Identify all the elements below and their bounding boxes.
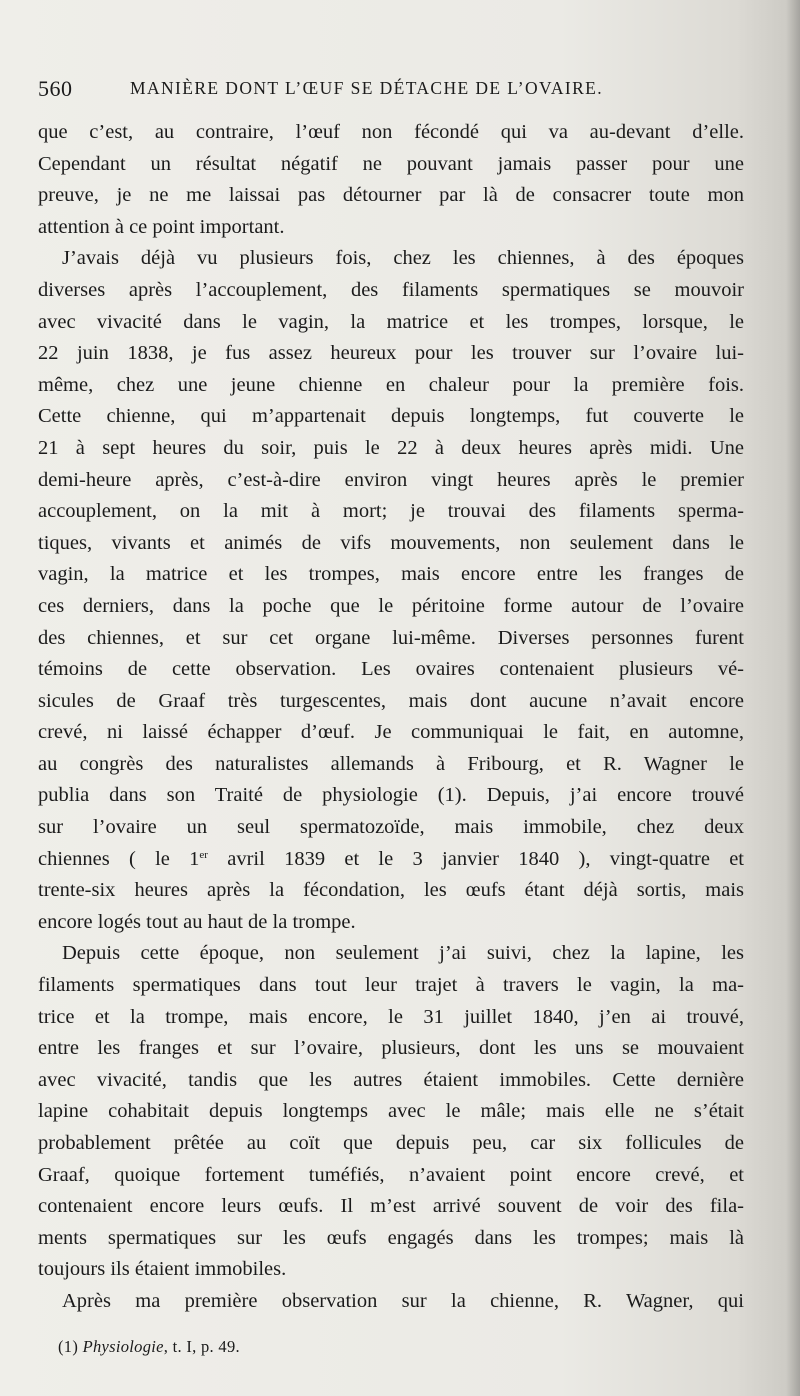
text-line: attention à ce point important. (38, 215, 285, 238)
running-head: MANIÈRE DONT L’ŒUF SE DÉTACHE DE L’OVAIRE. (130, 78, 604, 98)
text-line: trente-six heures après la fécondation, les œufs étant déjà sortis, mais (38, 879, 744, 902)
text-line: Depuis cette époque, non seulement j’ai suivi, chez la lapine, les (62, 942, 744, 965)
text-line: sicules de Graaf très turgescentes, mais dont aucune n’avait encore (38, 689, 744, 712)
text-line: lapine cohabitait depuis longtemps avec le mâle; mais elle ne s’était (38, 1100, 744, 1123)
text-line: témoins de cette observation. Les ovaires contenaient plusieurs vé- (38, 658, 744, 681)
text-line: filaments spermatiques dans tout leur trajet à travers le vagin, la ma- (38, 974, 744, 997)
text-line: J’avais déjà vu plusieurs fois, chez les chiennes, à des époques (62, 247, 744, 270)
text-line: encore logés tout au haut de la trompe. (38, 910, 356, 933)
text-line: trice et la trompe, mais encore, le 31 juillet 1840, j’en ai trouvé, (38, 1005, 744, 1028)
line-part: chiennes ( le 1 (38, 847, 200, 870)
text-line: même, chez une jeune chienne en chaleur pour la première fois. (38, 373, 744, 396)
text-line: Après ma première observation sur la chienne, R. Wagner, qui (62, 1289, 744, 1312)
text-line: tiques, vivants et animés de vifs mouvements, non seulement dans le (38, 531, 744, 554)
text-line: avec vivacité dans le vagin, la matrice et les trompes, lorsque, le (38, 310, 744, 333)
text-line: diverses après l’accouplement, des filaments spermatiques se mouvoir (38, 278, 744, 301)
line-part: avril 1839 et le 3 janvier 1840 ), vingt-quatre et (207, 847, 744, 870)
text-line: des chiennes, et sur cet organe lui-même. Diverses personnes furent (38, 626, 744, 649)
page-number: 560 (38, 76, 73, 101)
text-line: entre les franges et sur l’ovaire, plusieurs, dont les uns se mouvaient (38, 1037, 744, 1060)
text-line: demi-heure après, c’est-à-dire environ vingt heures après le premier (38, 468, 744, 491)
text-line: Cette chienne, qui m’appartenait depuis longtemps, fut couverte le (38, 405, 744, 428)
footnote (58, 1337, 240, 1357)
text-line: sur l’ovaire un seul spermatozoïde, mais immobile, chez deux (38, 816, 744, 839)
footnote-marker: (1) (58, 1337, 79, 1356)
text-line: ces derniers, dans la poche que le péritoine forme autour de l’ovaire (38, 594, 744, 617)
text-line: 22 juin 1838, je fus assez heureux pour les trouver sur l’ovaire lui- (38, 342, 744, 365)
page-header (38, 76, 758, 106)
text-line: que c’est, au contraire, l’œuf non fécondé qui va au-devant d’elle. (38, 121, 744, 143)
text-line: preuve, je ne me laissai pas détourner par là de consacrer toute mon (38, 184, 744, 207)
text-line: Graaf, quoique fortement tuméfiés, n’avaient point encore crevé, et (38, 1163, 744, 1186)
text-line: contenaient encore leurs œufs. Il m’est arrivé souvent de voir des fila- (38, 1195, 744, 1218)
text-line: 21 à sept heures du soir, puis le 22 à deux heures après midi. Une (38, 436, 744, 459)
text-line: avec vivacité, tandis que les autres étaient immobiles. Cette dernière (38, 1068, 744, 1091)
footnote-title: Physiologie (82, 1337, 164, 1356)
text-line: Cependant un résultat négatif ne pouvant jamais passer pour une (38, 152, 744, 175)
text-line: toujours ils étaient immobiles. (38, 1258, 287, 1281)
text-line: probablement prêtée au coït que depuis peu, car six follicules de (38, 1132, 744, 1154)
text-line: publia dans son Traité de physiologie (1). Depuis, j’ai encore trouvé (38, 784, 744, 807)
text-line: crevé, ni laissé échapper d’œuf. Je communiquai le fait, en automne, (38, 721, 744, 744)
footnote-reference: , t. I, p. 49. (163, 1337, 240, 1356)
text-line: accouplement, on la mit à mort; je trouvai des filaments sperma- (38, 500, 744, 523)
text-line: ments spermatiques sur les œufs engagés dans les trompes; mais là (38, 1226, 744, 1249)
text-line: au congrès des naturalistes allemands à Fribourg, et R. Wagner le (38, 752, 744, 775)
text-line: vagin, la matrice et les trompes, mais encore entre les franges de (38, 563, 744, 586)
body-text (38, 117, 744, 1318)
text-line (38, 844, 744, 876)
superscript: er (199, 848, 208, 861)
